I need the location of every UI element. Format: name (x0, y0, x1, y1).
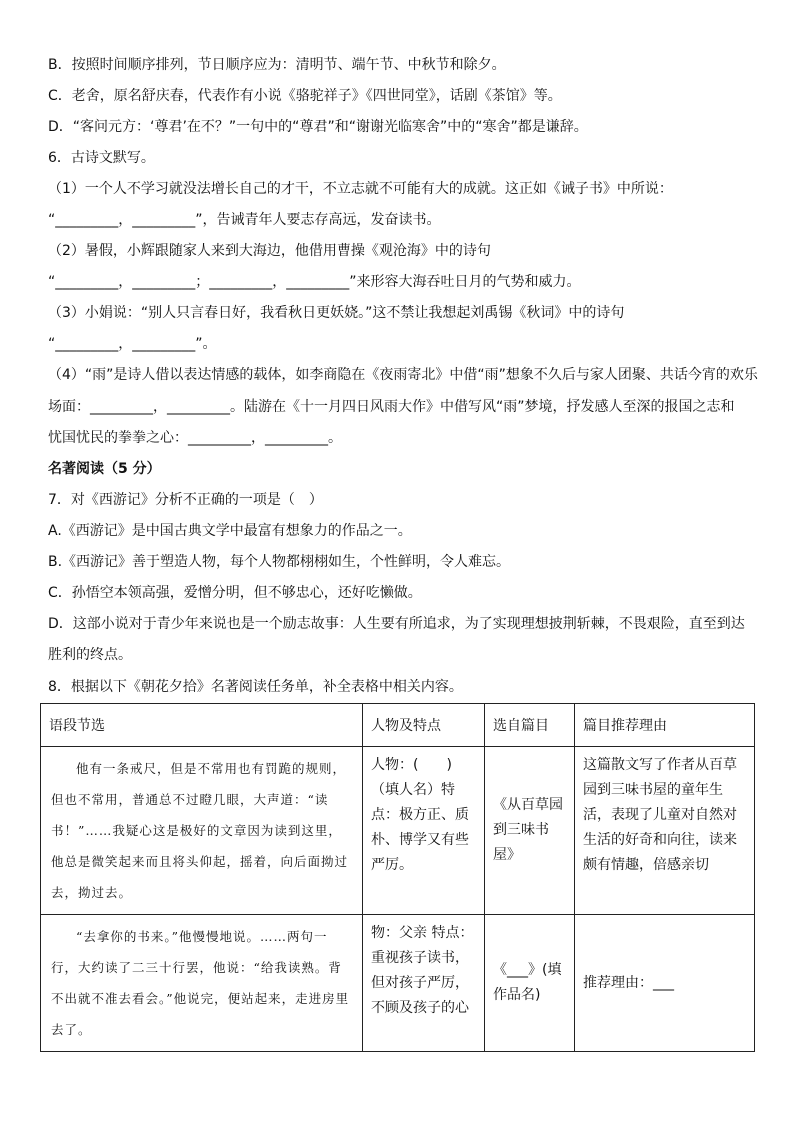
header-reason: 篇目推荐理由 (575, 704, 755, 747)
header-excerpt: 语段节选 (41, 704, 363, 747)
q6-part3: （3）小娟说：“别人只言春日好，我看秋日更妖娆。”这不禁让我想起刘禹锡《秋词》中的诗句 (48, 305, 625, 321)
excerpt-cell: 他有一条戒尺，但是不常用也有罚跪的规则，但也不常用，普通总不过瞪几眼，大声道：“读书！”……我疑心这是极好的文章因为读到这里，他总是微笑起来而且将头仰起，摇着，向后面拗过去，拗过去。 (51, 761, 349, 900)
q6-part4: （4）“雨”是诗人借以表达情感的载体，如李商隐在《夜雨寄北》中借“雨”想象不久后与家人团聚、共话今宵的欢乐 (48, 367, 758, 383)
q7-option-a: A.《西游记》是中国古典文学中最富有想象力的作品之一。 (48, 523, 412, 539)
question-8-title: 8．根据以下《朝花夕拾》名著阅读任务单，补全表格中相关内容。 (48, 679, 463, 695)
reason-cell: 这篇散文写了作者从百草园到三味书屋的童年生活，表现了儿童对自然对生活的好奇和向往，读来颇有情趣，倍感亲切 (583, 757, 737, 873)
q7-option-b: B.《西游记》善于塑造人物，每个人物都栩栩如生，个性鲜明，令人难忘。 (48, 554, 511, 570)
option-b-line: B．按照时间顺序排列，节日顺序应为：清明节、端午节、中秋节和除夕。 (48, 57, 506, 73)
question-6-title: 6．古诗文默写。 (48, 150, 155, 166)
option-d-line: D．“客问元方：‘尊君’在不？”一句中的“尊君”和“谢谢光临寒舍”中的“寒舍”都是谦辞。 (48, 119, 588, 135)
q7-option-d: D．这部小说对于青少年来说也是一个励志故事：人生要有所追求，为了实现理想披荆斩棘，不畏艰险，直至到达 (48, 616, 745, 632)
q6-part1: （1）一个人不学习就没法增长自己的才干，不立志就不可能有大的成就。这正如《诫子书》中所说： (48, 181, 673, 197)
q6-part2: （2）暑假，小辉跟随家人来到大海边，他借用曹操《观沧海》中的诗句 (48, 243, 491, 259)
table-row (41, 915, 755, 1052)
option-c-line: C．老舍，原名舒庆春，代表作有小说《骆驼祥子》《四世同堂》，话剧《茶馆》等。 (48, 88, 562, 104)
section-classics-title: 名著阅读（5 分） (48, 461, 161, 477)
q6-part4-end: 忧国忧民的拳拳之心：_________，_________。 (48, 430, 342, 446)
question-7-title: 7．对《西游记》分析不正确的一项是（ ） (48, 492, 323, 508)
excerpt-cell: “去拿你的书来。”他慢慢地说。……两句一行，大约读了二三十行罢，他说：“给我读熟。背不出就不准去看会。”他说完，便站起来，走进房里去了。 (51, 929, 350, 1037)
table-header-row (41, 704, 755, 747)
q6-part4-cont: 场面：_________，_________。陆游在《十一月四日风雨大作》中借写风“雨”梦境，抒发感人至深的报国之志和 (48, 399, 735, 415)
q7-option-c: C．孙悟空本领高强，爱憎分明，但不够忠心，还好吃懒做。 (48, 585, 422, 601)
q6-part2-blanks: “_________，_________；_________，_________”来形容大海吞吐日月的气势和威力。 (48, 274, 581, 290)
q7-option-d-cont: 胜利的终点。 (48, 647, 132, 663)
reason-cell[interactable]: 推荐理由：___ (583, 974, 674, 991)
q6-part3-blanks: “_________，_________”。 (48, 336, 217, 352)
chapter-cell[interactable]: 《___》(填作品名) (493, 962, 562, 1003)
person-cell: 物：父亲 特点：重视孩子读书，但对孩子严厉，不顾及孩子的心 (371, 925, 474, 1016)
reading-task-table (40, 703, 755, 1052)
person-cell[interactable]: 人物：( )（填人名）特点：极方正、质朴、博学又有些严厉。 (371, 757, 469, 873)
table-row (41, 747, 755, 915)
header-person: 人物及特点 (363, 704, 485, 747)
chapter-cell: 《从百草园到三味书屋》 (493, 797, 563, 863)
header-chapter: 选自篇目 (485, 704, 575, 747)
q6-part1-blanks: “_________，_________”，告诫青年人要志存高远，发奋读书。 (48, 212, 441, 228)
